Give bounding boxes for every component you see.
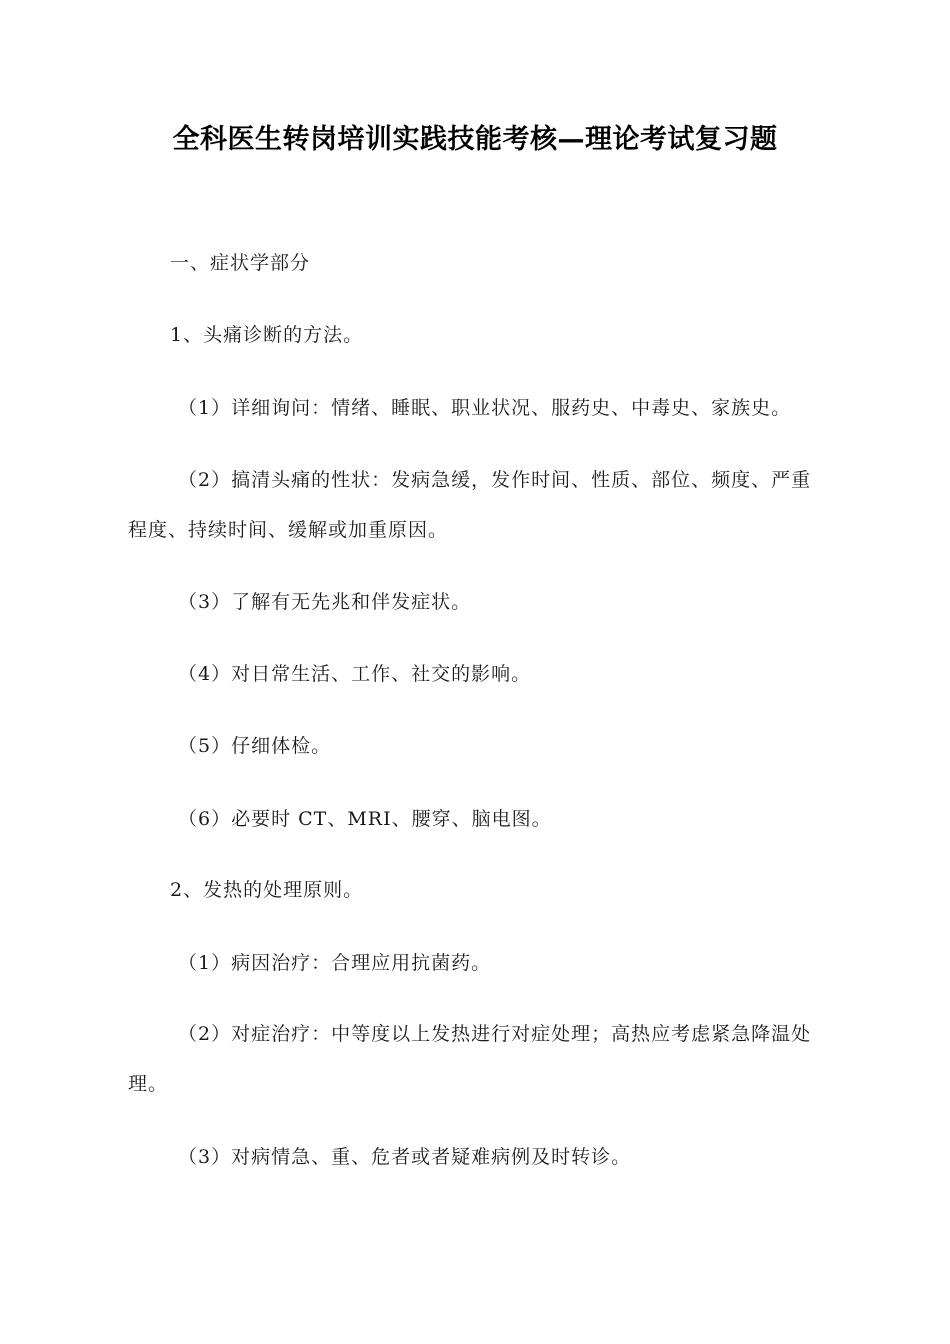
q1-item-3: （3）了解有无先兆和伴发症状。: [178, 591, 472, 613]
q2-item-3: （3）对病情急、重、危者或者疑难病例及时转诊。: [178, 1146, 632, 1168]
q1-item-5: （5）仔细体检。: [178, 735, 332, 757]
q1-item-2: （2）搞清头痛的性状：发病急缓，发作时间、性质、部位、频度、严重程度、持续时间、缓解或加重原因。: [128, 469, 812, 541]
q2-item-1: （1）病因治疗：合理应用抗菌药。: [178, 952, 492, 974]
q1-item-1: （1）详细询问：情绪、睡眠、职业状况、服药史、中毒史、家族史。: [178, 397, 792, 419]
section-heading: 一、症状学部分: [170, 252, 311, 274]
q2-item-2: （2）对症治疗：中等度以上发热进行对症处理；高热应考虑紧急降温处理。: [128, 1023, 812, 1095]
question-2-heading: 2、发热的处理原则。: [170, 879, 364, 901]
question-1-heading: 1、头痛诊断的方法。: [170, 324, 364, 346]
document-title: 全科医生转岗培训实践技能考核—理论考试复习题: [172, 124, 778, 155]
q1-item-6: （6）必要时 CT、MRI、腰穿、脑电图。: [178, 808, 552, 830]
q1-item-4: （4）对日常生活、工作、社交的影响。: [178, 663, 532, 685]
